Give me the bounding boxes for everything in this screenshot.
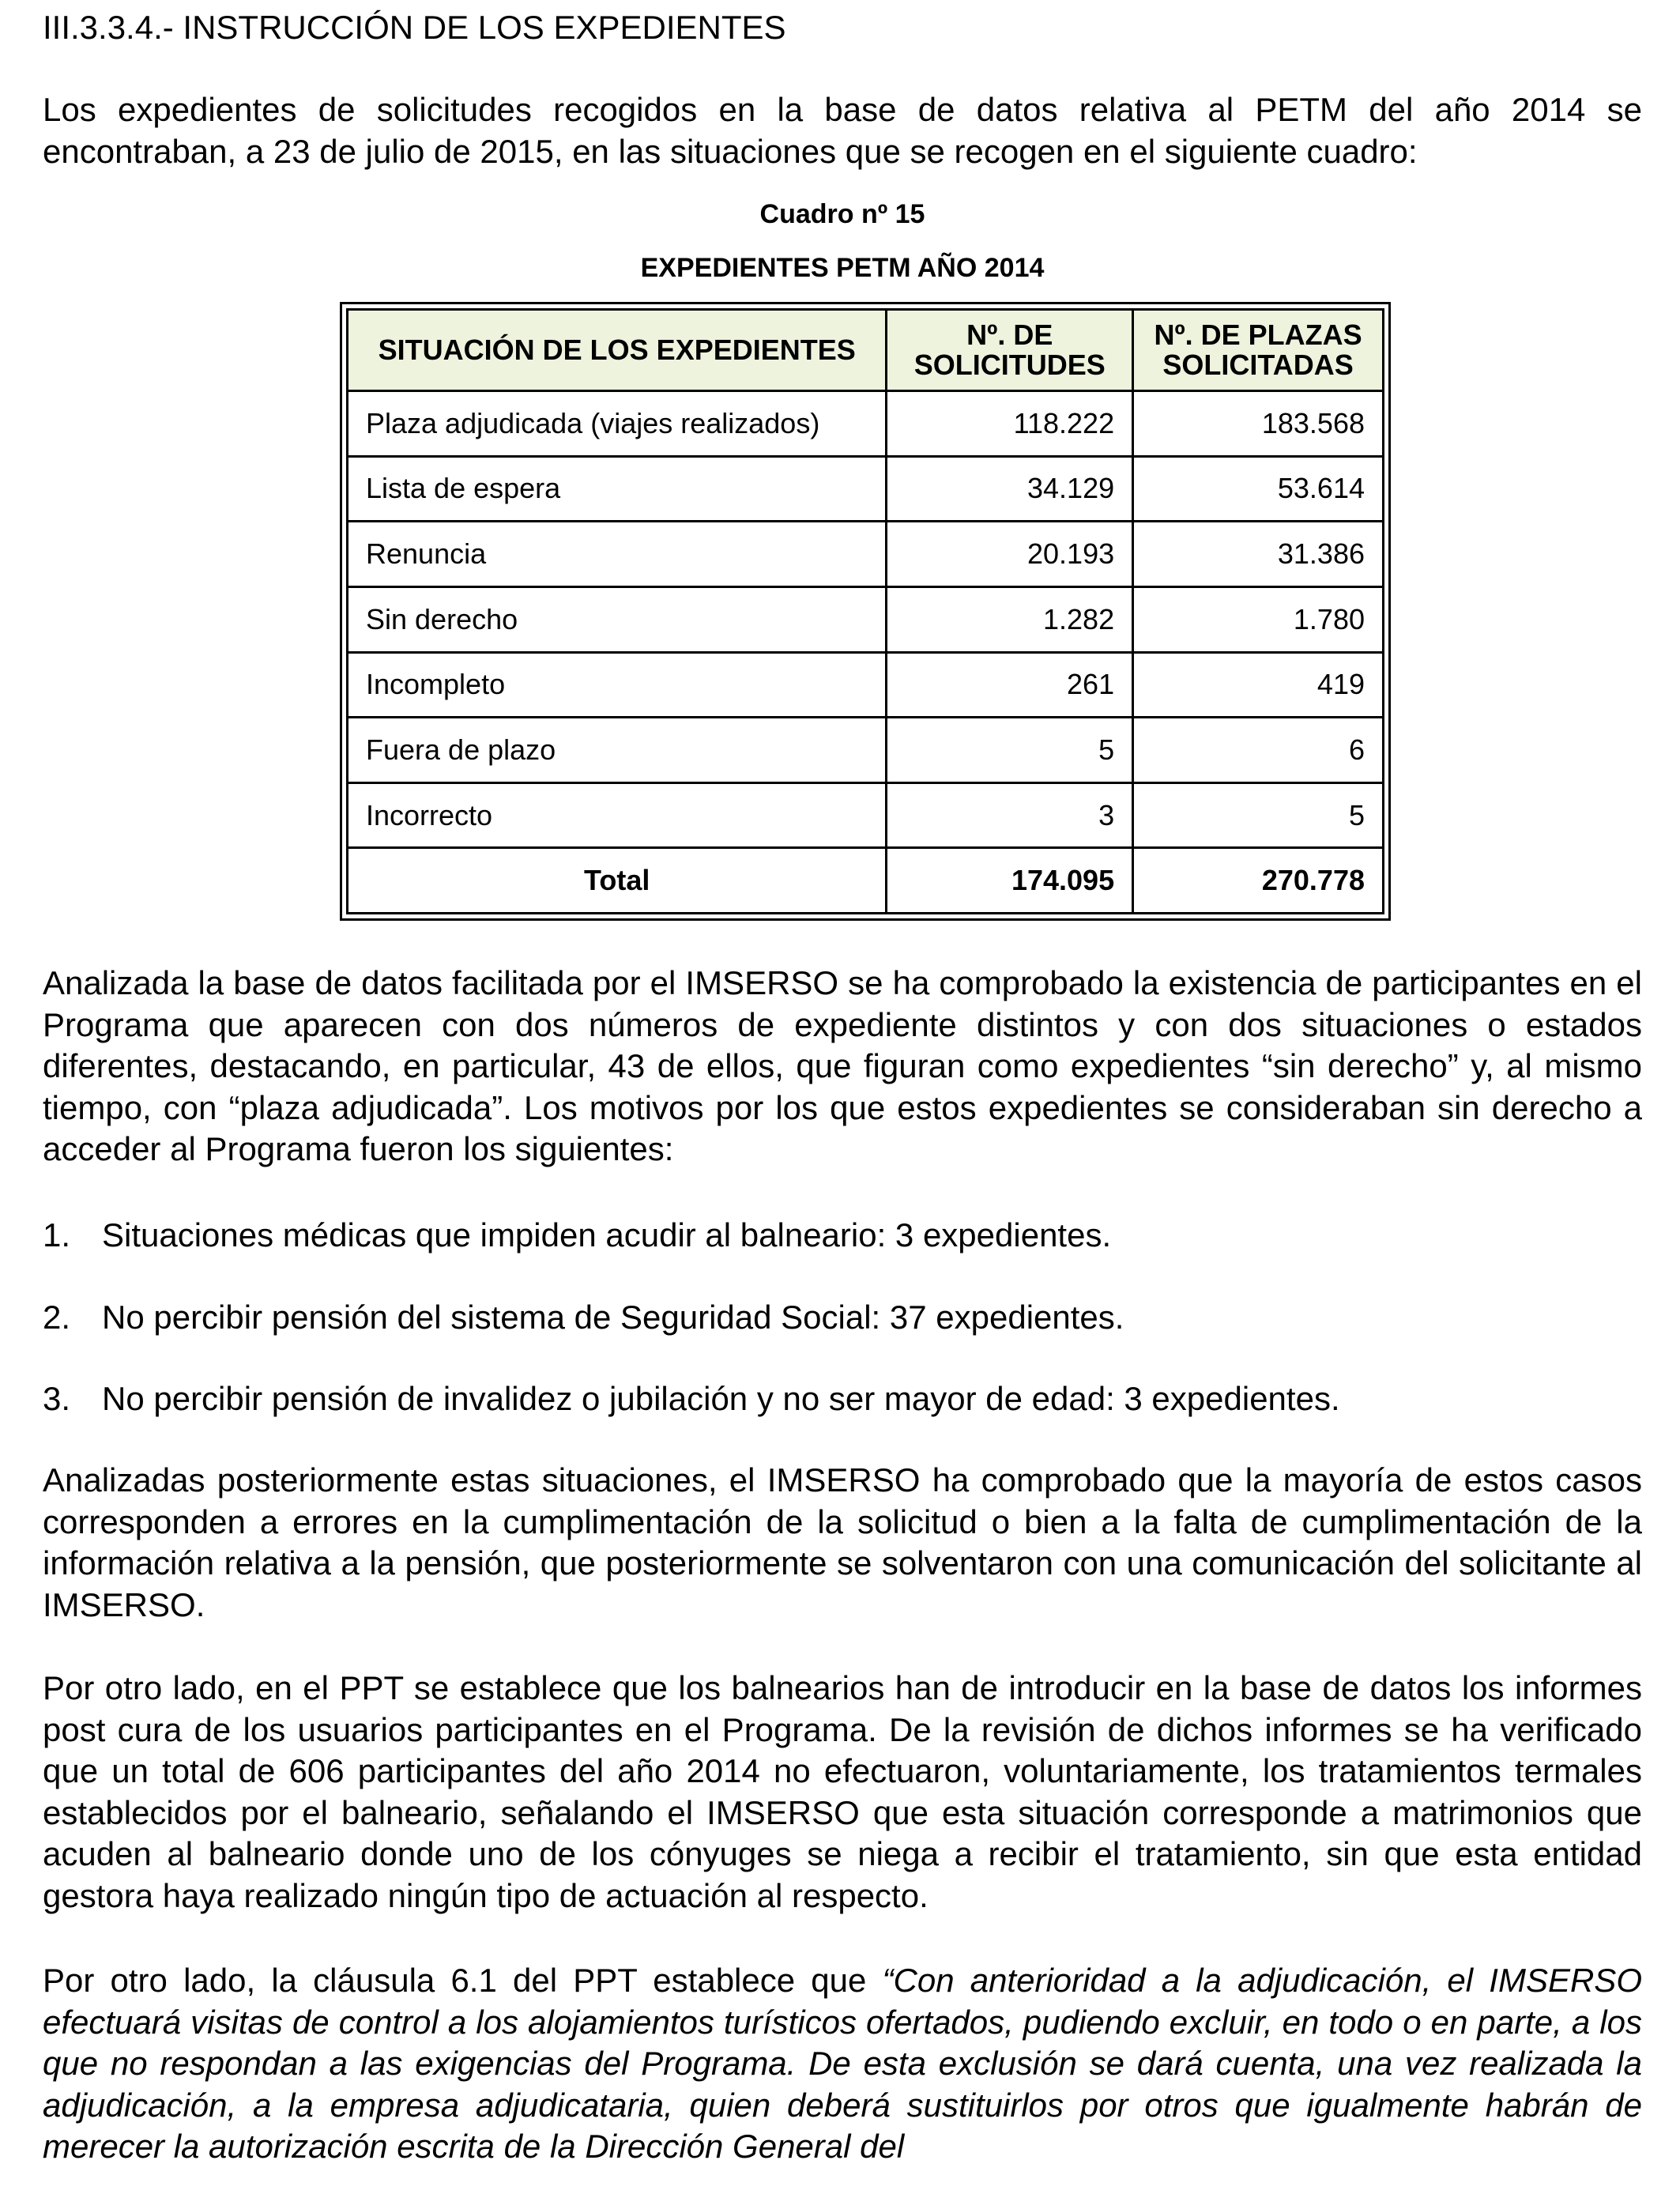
table-cell: Renuncia: [348, 522, 887, 587]
paragraph-3: Analizadas posteriormente estas situaciones, el IMSERSO ha comprobado que la mayoría de estos casos corresponden a errores en la cumplimentación de la solicitud o bien a la falta de cumplimentación de la información relativa a la pensión, que posteriormente se solventaron con una comunicación del solicitante al IMSERSO.: [43, 1461, 1642, 1623]
list-item: [43, 1297, 1124, 1338]
table-row: [348, 718, 1384, 783]
table-cell: 174.095: [887, 848, 1133, 914]
table-cell: 419: [1133, 652, 1384, 718]
table-cell: 1.282: [887, 586, 1133, 652]
table-row: [348, 586, 1384, 652]
table-cell: Incorrecto: [348, 782, 887, 848]
list-number: 1.: [43, 1216, 71, 1253]
table-cell: 270.778: [1133, 848, 1384, 914]
table-row: [348, 391, 1384, 457]
paragraph-5-intro: Por otro lado, la cláusula 6.1 del PPT establece que: [43, 1962, 883, 1999]
table-row: [348, 782, 1384, 848]
expedientes-table: [346, 308, 1384, 914]
table-title: EXPEDIENTES PETM AÑO 2014: [640, 253, 1045, 283]
paragraph-4: Por otro lado, en el PPT se establece que los balnearios han de introducir en la base de datos los informes post cura de los usuarios participantes en el Programa. De la revisión de dichos informes se ha verificado que un total de 606 participantes del año 2014 no efectuaron, voluntariamente, los tratamientos termales establecidos por el balneario, señalando el IMSERSO que esta situación corresponde a matrimonios que acuden al balneario donde uno de los cónyuges se niega a recibir el tratamiento, sin que esta entidad gestora haya realizado ningún tipo de actuación al respecto.: [43, 1669, 1642, 1914]
table-row: [348, 522, 1384, 587]
table-header-row: [348, 310, 1384, 391]
list-text: No percibir pensión de invalidez o jubilación y no ser mayor de edad: 3 expedientes.: [102, 1380, 1340, 1417]
intro-paragraph: Los expedientes de solicitudes recogidos en la base de datos relativa al PETM del año 2014 se encontraban, a 23 de julio de 2015, en las situaciones que se recogen en el siguiente cuadro:: [43, 91, 1642, 170]
section-heading: III.3.3.4.- INSTRUCCIÓN DE LOS EXPEDIENTES: [43, 9, 786, 46]
table-number: Cuadro nº 15: [759, 199, 925, 229]
table-cell: 1.780: [1133, 586, 1384, 652]
table-cell: Total: [348, 848, 887, 914]
paragraph-5-quote: “Con anterioridad a la adjudicación, el IMSERSO efectuará visitas de control a los alojamientos turísticos ofertados, pudiendo excluir, en todo o en parte, a los que no respondan a las exigencias del Programa. De esta exclusión se dará cuenta, una vez realizada la adjudicación, a la empresa adjudicataria, quien deberá sustituirlos por otros que igualmente habrán de merecer la autorización escrita de la Dirección General del: [43, 1962, 1642, 2165]
table-cell: 34.129: [887, 456, 1133, 522]
paragraph-5: [43, 1960, 1642, 2168]
table-cell: Fuera de plazo: [348, 718, 887, 783]
table-row: [348, 652, 1384, 718]
table-total-row: [348, 848, 1384, 914]
column-header: Nº. DE PLAZAS SOLICITADAS: [1133, 310, 1384, 391]
list-item: [43, 1378, 1340, 1419]
table-cell: 31.386: [1133, 522, 1384, 587]
table-cell: 6: [1133, 718, 1384, 783]
list-item: [43, 1215, 1111, 1256]
table-cell: Plaza adjudicada (viajes realizados): [348, 391, 887, 457]
table-row: [348, 456, 1384, 522]
table-cell: 5: [1133, 782, 1384, 848]
column-header: SITUACIÓN DE LOS EXPEDIENTES: [348, 310, 887, 391]
table-cell: 53.614: [1133, 456, 1384, 522]
table-cell: 5: [887, 718, 1133, 783]
column-header: Nº. DE SOLICITUDES: [887, 310, 1133, 391]
data-table-frame: [340, 302, 1391, 921]
table-cell: 3: [887, 782, 1133, 848]
table-cell: 20.193: [887, 522, 1133, 587]
list-text: No percibir pensión del sistema de Seguridad Social: 37 expedientes.: [102, 1299, 1124, 1336]
list-number: 3.: [43, 1380, 71, 1417]
paragraph-2: Analizada la base de datos facilitada por el IMSERSO se ha comprobado la existencia de participantes en el Programa que aparecen con dos números de expediente distintos y con dos situaciones o estados diferentes, destacando, en particular, 43 de ellos, que figuran como expedientes “sin derecho” y, al mismo tiempo, con “plaza adjudicada”. Los motivos por los que estos expedientes se consideraban sin derecho a acceder al Programa fueron los siguientes:: [43, 964, 1642, 1167]
list-text: Situaciones médicas que impiden acudir al balneario: 3 expedientes.: [102, 1216, 1112, 1253]
table-cell: Sin derecho: [348, 586, 887, 652]
list-number: 2.: [43, 1299, 71, 1336]
table-cell: Incompleto: [348, 652, 887, 718]
table-cell: 261: [887, 652, 1133, 718]
table-cell: 118.222: [887, 391, 1133, 457]
table-cell: Lista de espera: [348, 456, 887, 522]
table-cell: 183.568: [1133, 391, 1384, 457]
